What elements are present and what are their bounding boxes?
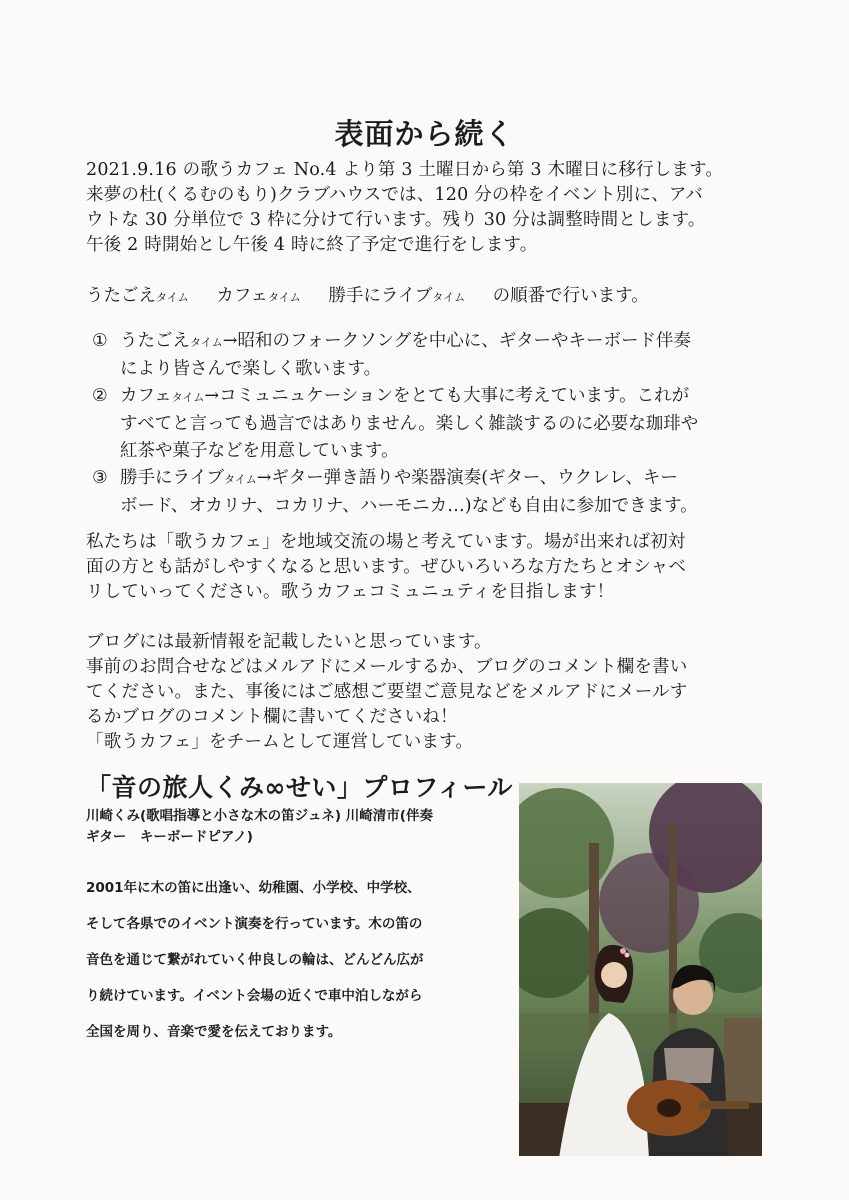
page-title: 表面から続く bbox=[334, 117, 515, 151]
list-item: ① うたごえタイム→昭和のフォークソングを中心に、ギターやキーボード伴奏 により皆さんで楽しく歌います。 bbox=[92, 328, 772, 383]
profile-title: 「音の旅人くみ∞せい」プロフィール bbox=[86, 773, 513, 802]
profile-body bbox=[86, 876, 496, 1056]
session-list bbox=[92, 328, 772, 520]
community-line: リしていってください。歌うカフェコミュニュティを目指します！ bbox=[86, 582, 615, 602]
profile-subtitle: 川崎くみ(歌唱指導と小さな木の笛ジュネ) 川崎清市(伴奏 ギター キーボードピアノ) bbox=[86, 808, 433, 845]
blog-paragraph bbox=[86, 630, 776, 755]
order-utagoe: うたごえタイム bbox=[86, 286, 189, 306]
profile-line: 音色を通じて繋がれていく仲良しの輪は、どんどん広が bbox=[86, 952, 424, 968]
list-number: ③ bbox=[92, 468, 108, 488]
session-order bbox=[86, 282, 671, 307]
community-paragraph bbox=[86, 530, 776, 605]
duo-photo-image bbox=[519, 783, 762, 1156]
blog-line: ブログには最新情報を記載したいと思っています。 bbox=[86, 632, 492, 652]
intro-paragraph bbox=[86, 158, 776, 258]
profile-line: 全国を周り、音楽で愛を伝えております。 bbox=[86, 1024, 342, 1040]
order-cafe: カフェタイム bbox=[216, 286, 301, 306]
list-number: ① bbox=[92, 331, 108, 351]
blog-line: てください。また、事後にはご感想ご要望ご意見などをメルアドにメールす bbox=[86, 682, 688, 702]
list-item: ② カフェタイム→コミュニュケーションをとても大事に考えています。これが すべてと言っても過言ではありません。楽しく雑談するのに必要な珈琲や 紅茶や菓子などを用意しています。 bbox=[92, 383, 772, 465]
list-number: ② bbox=[92, 386, 108, 406]
intro-line: 午後 2 時開始とし午後 4 時に終了予定で進行をします。 bbox=[86, 235, 538, 255]
order-tail: の順番で行います。 bbox=[492, 286, 649, 306]
blog-line: るかブログのコメント欄に書いてくださいね！ bbox=[86, 707, 458, 727]
blog-line: 「歌うカフェ」をチームとして運営しています。 bbox=[86, 732, 474, 752]
profile-line: り続けています。イベント会場の近くで車中泊しながら bbox=[86, 988, 423, 1004]
intro-line: ウトな 30 分単位で 3 枠に分けて行います。残り 30 分は調整時間とします。 bbox=[86, 210, 706, 230]
intro-line: 2021.9.16 の歌うカフェ No.4 より第 3 土曜日から第 3 木曜日に移行します。 bbox=[86, 160, 724, 180]
blog-line: 事前のお問合せなどはメルアドにメールするか、ブログのコメント欄を書い bbox=[86, 657, 688, 677]
intro-line: 来夢の杜(くるむのもり)クラブハウスでは、120 分の枠をイベント別に、アバ bbox=[86, 185, 703, 205]
profile-line: そして各県でのイベント演奏を行っています。木の笛の bbox=[86, 916, 423, 932]
list-item: ③ 勝手にライブタイム→ギター弾き語りや楽器演奏(ギター、ウクレレ、キー ボード、オカリナ、コカリナ、ハーモニカ…)なども自由に参加できます。 bbox=[92, 465, 772, 520]
profile-line: 2001年に木の笛に出逢い、幼稚園、小学校、中学校、 bbox=[86, 880, 421, 896]
community-line: 面の方とも話がしやすくなると思います。ぜひいろいろな方たちとオシャベ bbox=[86, 557, 687, 577]
community-line: 私たちは「歌うカフェ」を地域交流の場と考えています。場が出来れば初対 bbox=[86, 532, 686, 552]
order-live: 勝手にライブタイム bbox=[328, 286, 466, 306]
duo-photo bbox=[519, 783, 762, 1156]
